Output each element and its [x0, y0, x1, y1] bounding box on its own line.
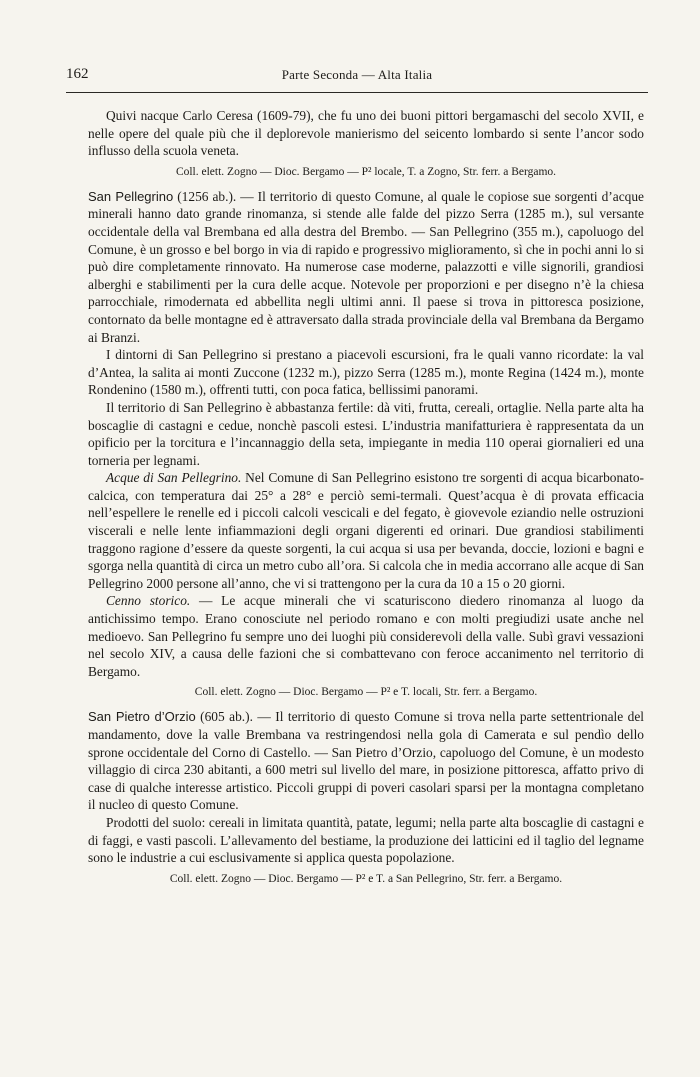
page-header: [66, 66, 648, 88]
entry-text-san-pellegrino: (1256 ab.). — Il territorio di questo Comune, al quale le copiose sue sorgenti d’acque minerali hanno dato grande rinomanza, si stende alle falde del pizzo Serra (1285 m.), sul versante occidentale della val Brembana ed alla destra del Brembo. — San Pellegrino (355 m.), capoluogo del Comune, è un grosso e bel borgo in via di rapido e progressivo miglioramento, sì che in pochi anni lo si può dire completamente rinnovato. Ha numerose case moderne, palazzotti e ville signorili, grandiosi alberghi e stabilimenti per la cura delle acque. Notevole per proporzioni e per disegno n’è la chiesa parrocchiale, rimodernata ed abbellita negli ultimi anni. Il paese si trova in pittoresca posizione, contornato da belle montagne ed è attraversato dalla strada provinciale della val Brembana da Bergamo ai Branzi.: [88, 188, 644, 345]
section-head-acque: Acque di San Pellegrino.: [106, 470, 242, 486]
paragraph-ceresa: Quivi nacque Carlo Ceresa (1609-79), che fu uno dei buoni pittori bergamaschi del secolo XVII, e nelle opere del quale più che il deplorevole manierismo del seicento lombardo si sente l’ancor sodo influsso della scuola veneta.: [88, 108, 644, 159]
body-text: [88, 107, 644, 889]
page-number: 162: [66, 66, 89, 82]
section-text-acque: Nel Comune di San Pellegrino esistono tre sorgenti di acqua bicarbonato-calcica, con temperatura dai 25° a 28° e perciò semi-termali. Quest’acqua è di provata efficacia nell’espellere le renelle ed i piccoli calcoli vescicali e del fegato, è giovevole eziandio nelle ostruzioni viscerali e nelle lente infiammazioni degli organi digerenti ed orinari. Due grandiosi stabilimenti traggono ragione d’essere da queste sorgenti, la cui acqua si usa per bevanda, doccie, lozioni e bagni e sgorga nella quantità di circa un metro cubo all’ora. Si calcola che in media accorrano alle acque di San Pellegrino 2000 persone all’anno, che vi si trattengono per la cura da 10 a 15 o 20 giorni.: [88, 470, 645, 591]
paragraph-acque: [88, 469, 644, 592]
paragraph-prodotti: Prodotti del suolo: cereali in limitata quantità, patate, legumi; nella parte alta boscaglie di castagni e di faggi, e vasti pascoli. L’allevamento del bestiame, la produzione dei latticini ed il taglio del legname sono le industrie a cui esclusivamente si applica questa popolazione.: [88, 814, 644, 866]
entry-san-pietro-dorzio: [88, 708, 644, 814]
paragraph-territorio: Il territorio di San Pellegrino è abbastanza fertile: dà viti, frutta, cereali, ortaglie. Nella parte alta ha boscaglie di castagni e cedue, nonchè pascoli estesi. L’industria manifatturiera è rappresentata da un opificio per la torcitura e l’incannaggio della seta, impiegante in media 110 operai giornalieri ed una torneria per legnami.: [88, 399, 644, 468]
admin-note-san-pellegrino-intro: Coll. elett. Zogno — Dioc. Bergamo — P² locale, T. a Zogno, Str. ferr. a Bergamo.: [175, 165, 557, 178]
entry-san-pellegrino: [88, 188, 644, 346]
paragraph-cenno-storico: [88, 592, 644, 680]
admin-note-san-pietro-dorzio: Coll. elett. Zogno — Dioc. Bergamo — P² e T. a San Pellegrino, Str. ferr. a Bergamo.: [169, 872, 563, 885]
entry-title-san-pietro-dorzio: San Pietro d’Orzio: [88, 709, 196, 725]
header-rule: [66, 92, 648, 93]
section-head-cenno-storico: Cenno storico.: [106, 593, 191, 609]
running-head: Parte Seconda — Alta Italia: [281, 67, 433, 82]
entry-title-san-pellegrino: San Pellegrino: [88, 188, 174, 204]
admin-note-san-pellegrino: Coll. elett. Zogno — Dioc. Bergamo — P² e T. locali, Str. ferr. a Bergamo.: [194, 686, 538, 699]
section-text-cenno-storico: — Le acque minerali che vi scaturiscono diedero rinomanza al luogo da antichissimo tempo. Erano conosciute nel periodo romano e con molti pregiudizi usate anche nel medioevo. San Pellegrino fu sempre uno dei luoghi più considerevoli della valle. Subì gravi vessazioni nel secolo XIV, a causa delle fazioni che si combattevano con feroce accanimento nel territorio di Bergamo.: [88, 593, 644, 679]
entry-text-san-pietro-dorzio: (605 ab.). — Il territorio di questo Comune si trova nella parte settentrionale del mandamento, dove la valle Brembana va restringendosi nella gola di Camerata e sul pendìo dello sprone occidentale del Corno di Castello. — San Pietro d’Orzio, capoluogo del Comune, è un modesto villaggio di circa 230 abitanti, a 600 metri sul livello del mare, in posizione pittoresca, affatto privo di case di qualche interesse artistico. Piccoli gruppi di poveri casolari sparsi per la montagna completano il nucleo di questo Comune.: [88, 709, 644, 813]
paragraph-dintorni: I dintorni di San Pellegrino si prestano a piacevoli escursioni, fra le quali vanno ricordate: la val d’Antea, la salita ai monti Zuccone (1232 m.), pizzo Serra (1285 m.), monte Regina (1424 m.), monte Rondenino (1580 m.), offrenti tutti, con poca fatica, bellissimi panorami.: [88, 347, 644, 398]
